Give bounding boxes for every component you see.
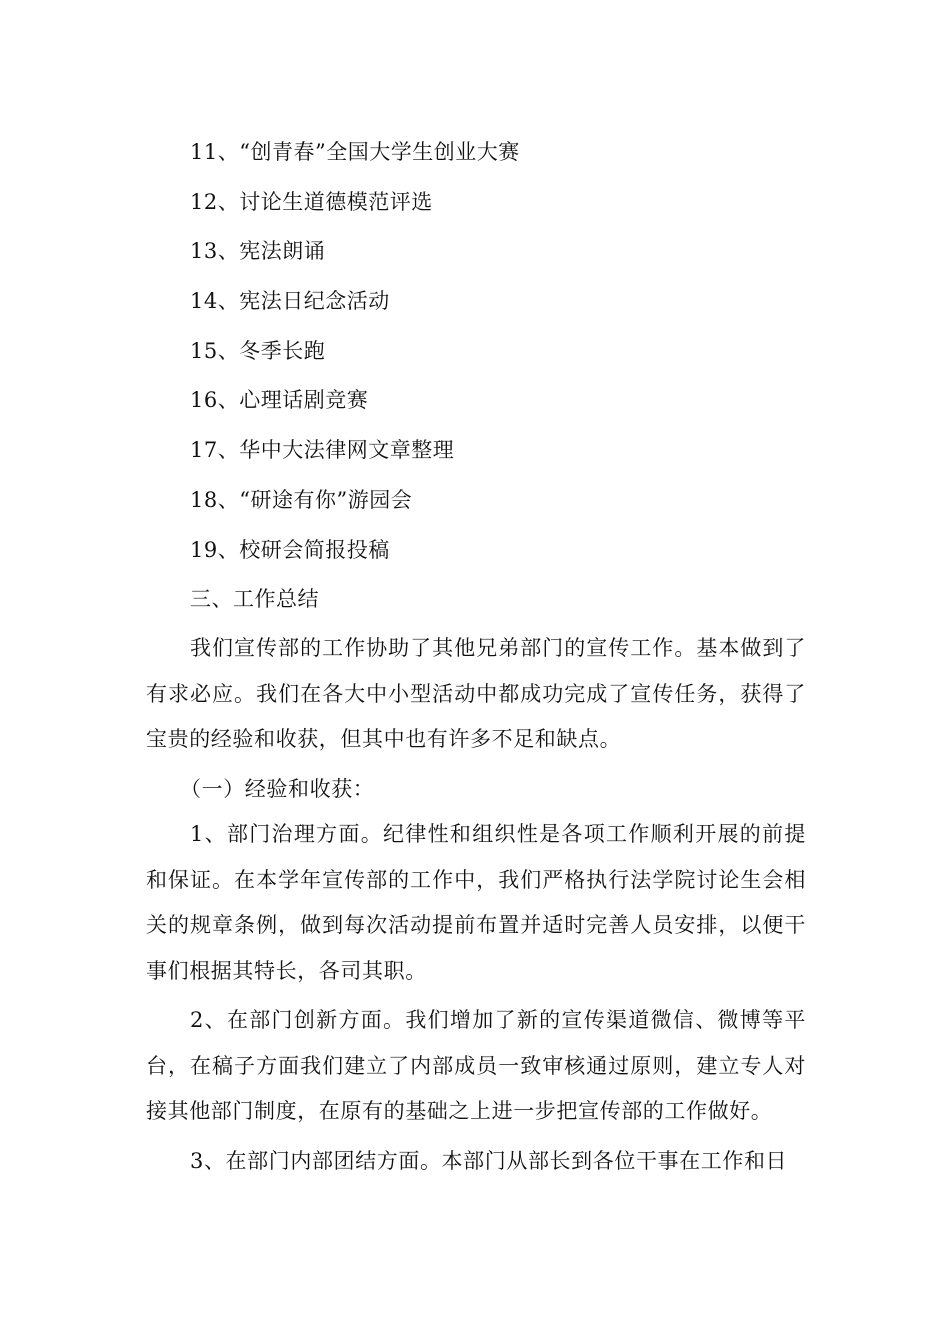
paragraph-innovation: 2、在部门创新方面。我们增加了新的宣传渠道微信、微博等平台，在稿子方面我们建立了内部成员一致审核通过原则，建立专人对接其他部门制度，在原有的基础之上进一步把宣传部的工作做好。 (146, 1008, 806, 1123)
paragraph-unity: 3、在部门内部团结方面。本部门从部长到各位干事在工作和日 (190, 1148, 788, 1173)
list-item: 16、心理话剧竞赛 (190, 388, 369, 413)
paragraph-management: 1、部门治理方面。纪律性和组织性是各项工作顺利开展的前提和保证。在本学年宣传部的工作中，我们严格执行法学院讨论生会相关的规章条例，做到每次活动提前布置并适时完善人员安排，以便干事们根据其特长，各司其职。 (146, 822, 806, 983)
section-heading: 三、工作总结 (190, 587, 319, 612)
body-text (146, 626, 806, 1184)
list-item: 19、校研会简报投稿 (190, 537, 390, 562)
summary-paragraph: 我们宣传部的工作协助了其他兄弟部门的宣传工作。基本做到了有求必应。我们在各大中小型活动中都成功完成了宣传任务，获得了宝贵的经验和收获，但其中也有许多不足和缺点。 (146, 636, 806, 751)
activity-list (0, 129, 950, 626)
list-item: 11、“创青春”全国大学生创业大赛 (190, 140, 520, 164)
list-item: 17、华中大法律网文章整理 (190, 438, 455, 463)
list-item: 15、冬季长跑 (190, 338, 326, 363)
subsection-heading: （一）经验和收获： (180, 776, 375, 801)
list-item: 14、宪法日纪念活动 (190, 289, 390, 314)
list-item: 13、宪法朗诵 (190, 239, 326, 264)
list-item: 12、讨论生道德模范评选 (190, 189, 433, 214)
list-item: 18、“研途有你”游园会 (190, 487, 413, 512)
